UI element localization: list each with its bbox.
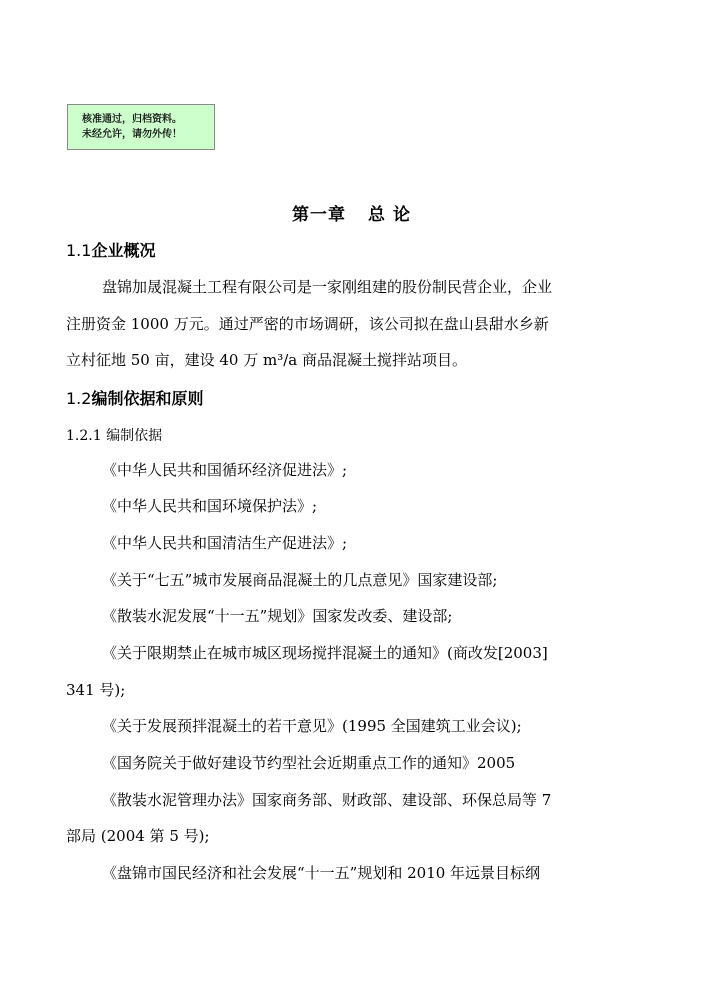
basis-item-6: 《关于限期禁止在城市城区现场搅拌混凝土的通知》(商改发[2003] xyxy=(102,644,548,662)
basis-item-4: 《关于“七五”城市发展商品混凝土的几点意见》国家建设部; xyxy=(102,571,498,589)
notice-line-2: 未经允许，请勿外传！ xyxy=(82,129,182,140)
confidential-notice-box xyxy=(67,104,215,150)
basis-item-1: 《中华人民共和国循环经济促进法》; xyxy=(102,461,348,479)
basis-item-10: 《盘锦市国民经济和社会发展“十一五”规划和 2010 年远景目标纲 xyxy=(102,864,541,882)
section-title: 企业概况 xyxy=(91,241,156,260)
chapter-prefix: 第一章 xyxy=(292,205,347,225)
overview-line-3: 立村征地 50 亩，建设 40 万 m³/a 商品混凝土搅拌站项目。 xyxy=(66,351,468,369)
chapter-title: 总 论 xyxy=(368,205,411,225)
basis-item-8: 《国务院关于做好建设节约型社会近期重点工作的通知》2005 xyxy=(102,754,516,772)
basis-item-2: 《中华人民共和国环境保护法》; xyxy=(102,497,318,515)
overview-line-1: 盘锦加晟混凝土工程有限公司是一家刚组建的股份制民营企业，企业 xyxy=(102,278,553,296)
section-number: 1.1 xyxy=(66,241,92,260)
chapter-heading xyxy=(0,200,703,225)
basis-item-3: 《中华人民共和国清洁生产促进法》; xyxy=(102,534,348,552)
notice-line-1: 核准通过，归档资料。 xyxy=(82,114,182,125)
basis-item-6-cont: 341 号); xyxy=(66,681,126,699)
basis-item-9: 《散装水泥管理办法》国家商务部、财政部、建设部、环保总局等 7 xyxy=(102,791,552,809)
section-heading-1-1 xyxy=(66,238,155,261)
subsection-heading-1-2-1: 1.2.1 编制依据 xyxy=(66,428,163,444)
section-number: 1.2 xyxy=(66,389,92,408)
basis-item-9-cont: 部局 (2004 第 5 号); xyxy=(66,827,210,845)
section-heading-1-2 xyxy=(66,386,203,409)
overview-line-2: 注册资金 1000 万元。通过严密的市场调研，该公司拟在盘山县甜水乡新 xyxy=(66,315,549,333)
basis-item-7: 《关于发展预拌混凝土的若干意见》(1995 全国建筑工业会议); xyxy=(102,717,522,735)
basis-item-5: 《散装水泥发展“十一五”规划》国家发改委、建设部; xyxy=(102,607,453,625)
section-title: 编制依据和原则 xyxy=(91,389,204,408)
